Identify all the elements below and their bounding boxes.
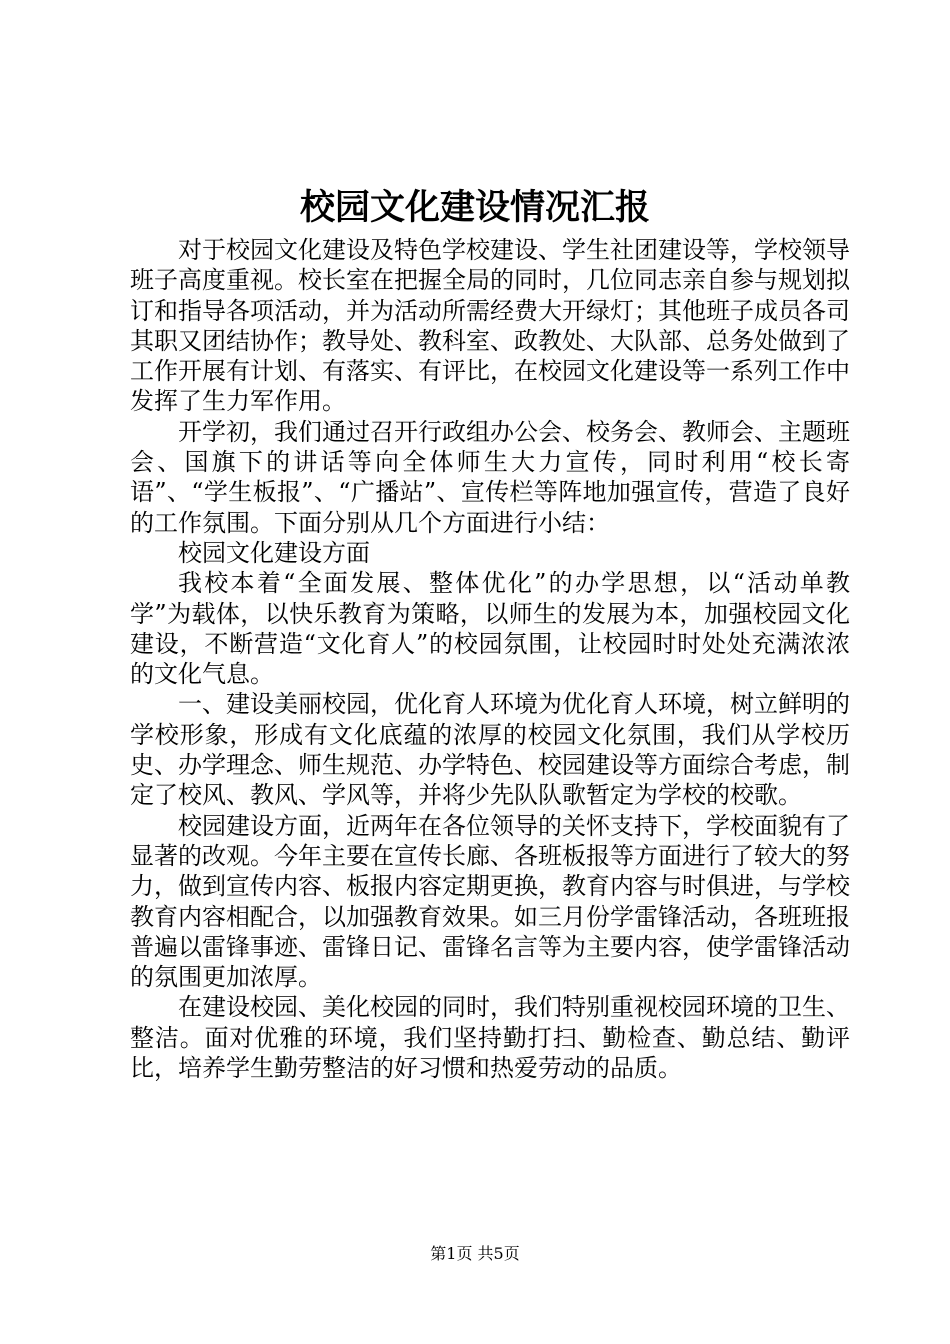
document-title: 校园文化建设情况汇报	[299, 187, 650, 228]
paragraph-philosophy: 我校本着“全面发展、整体优化”的办学思想，以“活动单教学”为载体，以快乐教育为策略，以师生的发展为本，加强校园文化建设，不断营造“文化育人”的校园氛围，让校园时时处处充满浓浓的文化气息。	[130, 569, 850, 689]
paragraph-beautiful-campus: 一、建设美丽校园，优化育人环境为优化育人环境，树立鲜明的学校形象，形成有文化底蕴的浓厚的校园文化氛围，我们从学校历史、办学理念、师生规范、办学特色、校园建设等方面综合考虑，制定了校风、教风、学风等，并将少先队队歌暂定为学校的校歌。	[130, 690, 850, 810]
paragraph-publicity: 开学初，我们通过召开行政组办公会、校务会、教师会、主题班会、国旗下的讲话等向全体师生大力宣传，同时利用“校长寄语”、“学生板报”、“广播站”、宣传栏等阵地加强宣传，营造了良好的工作氛围。下面分别从几个方面进行小结：	[130, 417, 850, 537]
paragraph-campus-construction: 校园建设方面，近两年在各位领导的关怀支持下，学校面貌有了显著的改观。今年主要在宣传长廊、各班板报等方面进行了较大的努力，做到宣传内容、板报内容定期更换，教育内容与时俱进，与学校教育内容相配合，以加强教育效果。如三月份学雷锋活动，各班班报普遍以雷锋事迹、雷锋日记、雷锋名言等为主要内容，使学雷锋活动的氛围更加浓厚。	[130, 811, 850, 992]
paragraph-leadership: 对于校园文化建设及特色学校建设、学生社团建设等，学校领导班子高度重视。校长室在把握全局的同时，几位同志亲自参与规划拟订和指导各项活动，并为活动所需经费大开绿灯；其他班子成员各司其职又团结协作；教导处、教科室、政教处、大队部、总务处做到了工作开展有计划、有落实、有评比，在校园文化建设等一系列工作中发挥了生力军作用。	[130, 236, 850, 416]
document-body	[130, 235, 850, 1083]
section-heading-campus-culture: 校园文化建设方面	[178, 538, 370, 567]
paragraph-hygiene: 在建设校园、美化校园的同时，我们特别重视校园环境的卫生、整洁。面对优雅的环境，我们坚持勤打扫、勤检查、勤总结、勤评比，培养学生勤劳整洁的好习惯和热爱劳动的品质。	[130, 993, 850, 1083]
page-number-footer: 第1页 共5页	[430, 1244, 520, 1263]
